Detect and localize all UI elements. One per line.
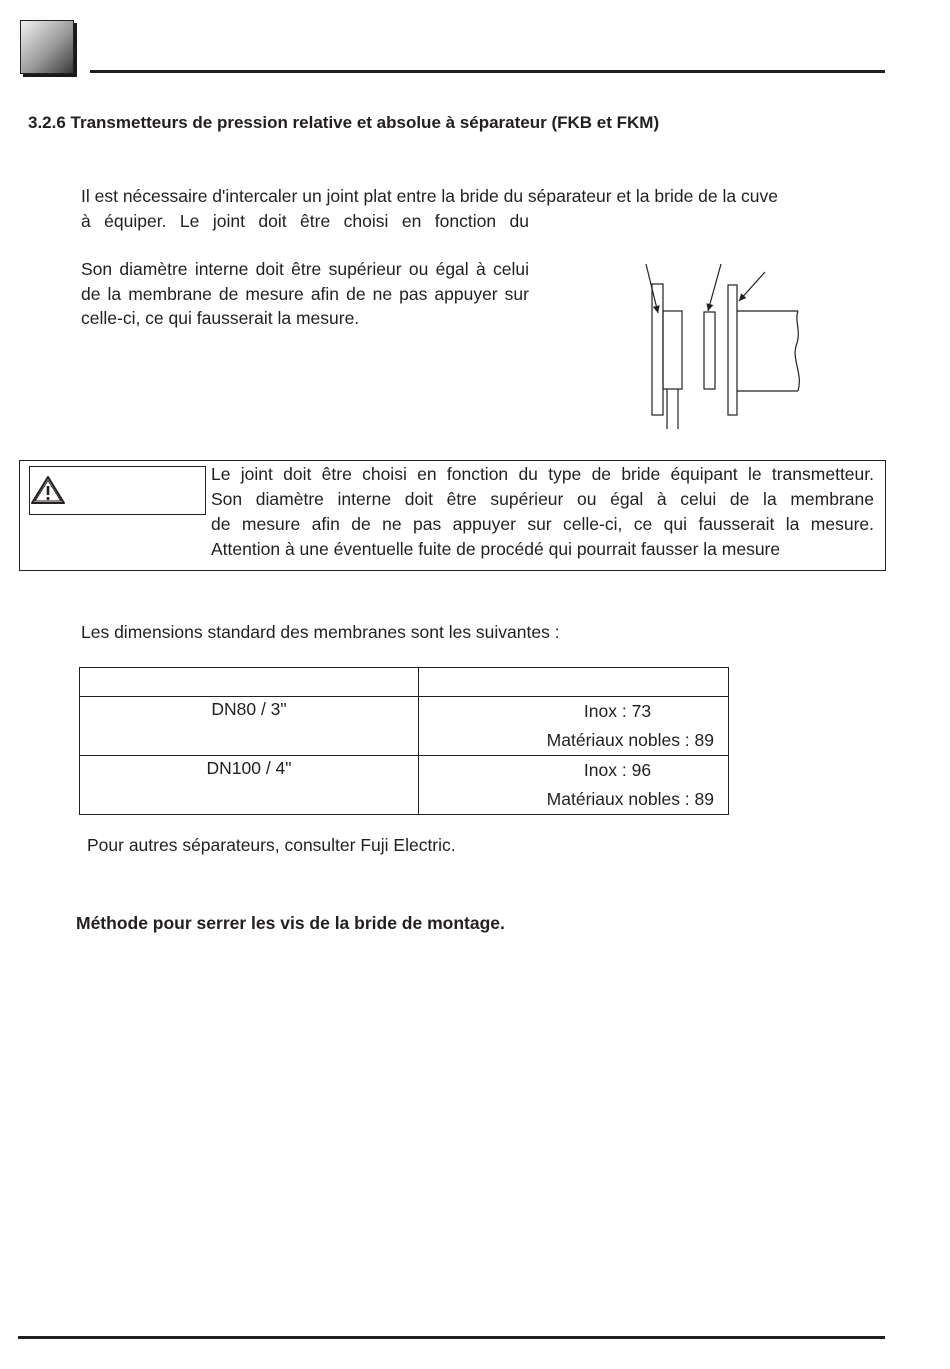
separator-flange-shape bbox=[652, 284, 663, 415]
header-rule bbox=[90, 70, 885, 73]
section-marker-square bbox=[20, 20, 74, 74]
membrane-diameter-cell bbox=[419, 756, 729, 815]
section-title: 3.2.6 Transmetteurs de pression relative et absolue à séparateur (FKB et FKM) bbox=[28, 113, 660, 132]
tank-flange-shape bbox=[728, 285, 737, 415]
flange-size-cell: DN100 / 4" bbox=[80, 756, 419, 815]
intro-paragraph bbox=[81, 184, 886, 233]
caution-line: Attention à une éventuelle fuite de procédé qui pourrait fausser la mesure bbox=[211, 539, 781, 559]
gasket-paragraph: Son diamètre interne doit être supérieur ou égal à celui de la membrane de mesure afin de ne pas appuyer sur celle-ci, ce qui fausserait la mesure. bbox=[81, 259, 529, 328]
gasket-shape bbox=[704, 312, 715, 389]
caution-line: de mesure afin de ne pas appuyer sur celle-ci, ce qui fausserait la mesure. bbox=[211, 514, 874, 534]
membrane-diameter-cell bbox=[419, 697, 729, 756]
table-row bbox=[80, 697, 729, 756]
dimensions-intro: Les dimensions standard des membranes sont les suivantes : bbox=[81, 622, 560, 642]
pipe-break-line bbox=[795, 311, 799, 391]
table-header-cell bbox=[419, 668, 729, 697]
other-separators-note: Pour autres séparateurs, consulter Fuji Electric. bbox=[87, 835, 456, 855]
caution-line: Le joint doit être choisi en fonction du type de bride équipant le transmetteur. bbox=[211, 464, 874, 484]
flange-size-cell: DN80 / 3" bbox=[80, 697, 419, 756]
warning-triangle-icon bbox=[30, 475, 66, 505]
membrane-diameter-value: Matériaux nobles : 89 bbox=[546, 789, 714, 809]
intro-line-2: à équiper. Le joint doit être choisi en fonction du bbox=[81, 210, 529, 231]
membrane-diameter-value: Inox : 73 bbox=[583, 701, 652, 721]
gasket-assembly-diagram bbox=[640, 258, 810, 430]
membrane-dimensions-table bbox=[79, 667, 729, 815]
membrane-diameter-value: Inox : 96 bbox=[583, 760, 652, 780]
diaphragm-shape bbox=[663, 311, 682, 389]
membrane-diameter-value: Matériaux nobles : 89 bbox=[546, 730, 714, 750]
caution-line: Son diamètre interne doit être supérieur ou égal à celui de la membrane bbox=[211, 489, 874, 509]
table-row bbox=[80, 756, 729, 815]
intro-line-1: Il est nécessaire d'intercaler un joint plat entre la bride du séparateur et la bride de la cuve bbox=[81, 186, 778, 206]
table-header-cell bbox=[80, 668, 419, 697]
table-header-row bbox=[80, 668, 729, 697]
method-heading: Méthode pour serrer les vis de la bride de montage. bbox=[76, 913, 505, 933]
caution-text bbox=[211, 462, 874, 562]
footer-rule bbox=[18, 1336, 885, 1339]
